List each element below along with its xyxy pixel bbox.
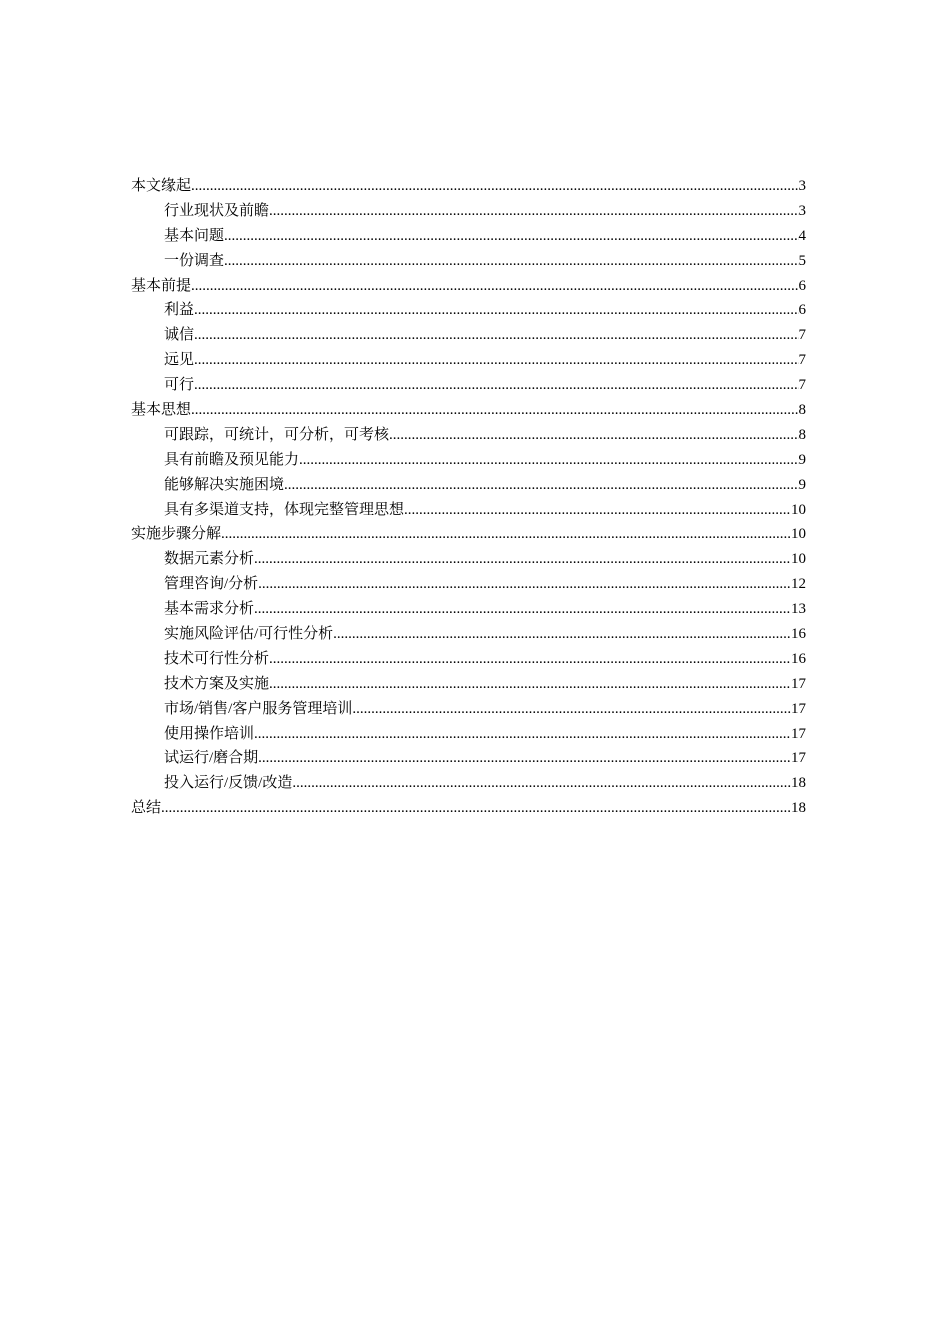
toc-page-number: 13 xyxy=(791,601,806,618)
toc-subsection-entry[interactable] xyxy=(131,672,806,697)
toc-subsection-entry[interactable] xyxy=(131,622,806,647)
toc-entry-title: 数据元素分析 xyxy=(164,551,255,568)
toc-page-number: 8 xyxy=(798,426,806,443)
toc-subsection-entry[interactable] xyxy=(131,771,806,796)
toc-subsection-entry[interactable] xyxy=(131,572,806,597)
toc-entry-title: 投入运行/反馈/改造 xyxy=(164,775,293,792)
toc-subsection-entry[interactable] xyxy=(131,224,806,249)
toc-subsection-entry[interactable] xyxy=(131,448,806,473)
toc-page-number: 4 xyxy=(798,227,806,244)
toc-page-number: 18 xyxy=(791,775,806,792)
toc-page-number: 10 xyxy=(791,501,806,518)
toc-page-number: 17 xyxy=(791,700,806,717)
toc-dot-leader xyxy=(352,697,791,722)
toc-dot-leader xyxy=(258,572,791,597)
toc-subsection-entry[interactable] xyxy=(131,373,806,398)
toc-subsection-entry[interactable] xyxy=(131,498,806,523)
toc-entry-title: 本文缘起 xyxy=(131,178,192,194)
toc-dot-leader xyxy=(254,597,791,622)
toc-page-number: 10 xyxy=(791,526,806,543)
toc-section-entry[interactable] xyxy=(131,174,806,199)
toc-dot-leader xyxy=(284,473,798,498)
toc-dot-leader xyxy=(333,622,791,647)
toc-entry-title: 使用操作培训 xyxy=(164,725,255,742)
toc-page-number: 18 xyxy=(791,800,806,817)
toc-entry-title: 行业现状及前瞻 xyxy=(164,202,270,219)
toc-entry-title: 利益 xyxy=(164,302,195,319)
toc-entry-title: 技术方案及实施 xyxy=(164,675,270,692)
toc-page-number: 16 xyxy=(791,626,806,643)
toc-subsection-entry[interactable] xyxy=(131,473,806,498)
toc-dot-leader xyxy=(224,249,798,274)
toc-dot-leader xyxy=(299,448,798,473)
toc-entry-title: 远见 xyxy=(164,352,195,369)
toc-page-number: 9 xyxy=(798,476,806,493)
toc-dot-leader xyxy=(269,199,798,224)
toc-subsection-entry[interactable] xyxy=(131,199,806,224)
toc-page-number: 12 xyxy=(791,576,806,593)
toc-entry-title: 市场/销售/客户服务管理培训 xyxy=(164,700,353,717)
toc-dot-leader xyxy=(191,274,798,299)
toc-dot-leader xyxy=(292,771,791,796)
toc-entry-title: 一份调查 xyxy=(164,252,225,269)
toc-page-number: 8 xyxy=(798,402,806,419)
toc-page-number: 3 xyxy=(798,178,806,194)
toc-page-number: 10 xyxy=(791,551,806,568)
toc-page-number: 16 xyxy=(791,650,806,667)
toc-dot-leader xyxy=(194,348,798,373)
toc-subsection-entry[interactable] xyxy=(131,697,806,722)
toc-dot-leader xyxy=(194,373,798,398)
toc-dot-leader xyxy=(254,547,791,572)
toc-dot-leader xyxy=(389,423,798,448)
toc-subsection-entry[interactable] xyxy=(131,249,806,274)
toc-dot-leader xyxy=(404,498,791,523)
toc-dot-leader xyxy=(258,746,791,771)
toc-entry-title: 能够解决实施困境 xyxy=(164,476,285,493)
toc-page-number: 9 xyxy=(798,451,806,468)
toc-entry-title: 基本思想 xyxy=(131,402,192,419)
toc-page-number: 17 xyxy=(791,675,806,692)
toc-entry-title: 总结 xyxy=(131,800,162,817)
toc-entry-title: 试运行/磨合期 xyxy=(164,750,259,767)
toc-subsection-entry[interactable] xyxy=(131,722,806,747)
toc-page-number: 5 xyxy=(798,252,806,269)
toc-page-number: 7 xyxy=(798,377,806,394)
toc-dot-leader xyxy=(224,224,798,249)
toc-dot-leader xyxy=(161,796,791,821)
toc-subsection-entry[interactable] xyxy=(131,547,806,572)
toc-entry-title: 实施风险评估/可行性分析 xyxy=(164,626,334,643)
toc-dot-leader xyxy=(191,174,798,199)
toc-subsection-entry[interactable] xyxy=(131,746,806,771)
toc-subsection-entry[interactable] xyxy=(131,423,806,448)
toc-dot-leader xyxy=(254,722,791,747)
toc-entry-title: 管理咨询/分析 xyxy=(164,576,259,593)
toc-page-number: 7 xyxy=(798,327,806,344)
toc-entry-title: 可跟踪，可统计，可分析，可考核 xyxy=(164,426,390,443)
toc-dot-leader xyxy=(269,672,791,697)
toc-page-number: 17 xyxy=(791,725,806,742)
toc-dot-leader xyxy=(194,323,798,348)
toc-entry-title: 技术可行性分析 xyxy=(164,650,270,667)
toc-section-entry[interactable] xyxy=(131,796,806,821)
toc-entry-title: 可行 xyxy=(164,377,195,394)
toc-subsection-entry[interactable] xyxy=(131,298,806,323)
toc-page-number: 7 xyxy=(798,352,806,369)
toc-entry-title: 基本需求分析 xyxy=(164,601,255,618)
toc-entry-title: 基本前提 xyxy=(131,277,192,294)
toc-dot-leader xyxy=(221,522,791,547)
toc-entry-title: 诚信 xyxy=(164,327,195,344)
toc-page-number: 6 xyxy=(798,302,806,319)
toc-dot-leader xyxy=(269,647,791,672)
toc-dot-leader xyxy=(194,298,798,323)
toc-entry-title: 具有前瞻及预见能力 xyxy=(164,451,300,468)
toc-page-number: 17 xyxy=(791,750,806,767)
toc-section-entry[interactable] xyxy=(131,398,806,423)
toc-subsection-entry[interactable] xyxy=(131,647,806,672)
toc-page-number: 6 xyxy=(798,277,806,294)
toc-dot-leader xyxy=(191,398,798,423)
toc-entry-title: 基本问题 xyxy=(164,227,225,244)
toc-section-entry[interactable] xyxy=(131,274,806,299)
table-of-contents xyxy=(131,174,806,821)
toc-section-entry[interactable] xyxy=(131,522,806,547)
toc-entry-title: 实施步骤分解 xyxy=(131,526,222,543)
toc-subsection-entry[interactable] xyxy=(131,597,806,622)
toc-entry-title: 具有多渠道支持，体现完整管理思想 xyxy=(164,501,405,518)
toc-subsection-entry[interactable] xyxy=(131,323,806,348)
toc-subsection-entry[interactable] xyxy=(131,348,806,373)
toc-page-number: 3 xyxy=(798,202,806,219)
